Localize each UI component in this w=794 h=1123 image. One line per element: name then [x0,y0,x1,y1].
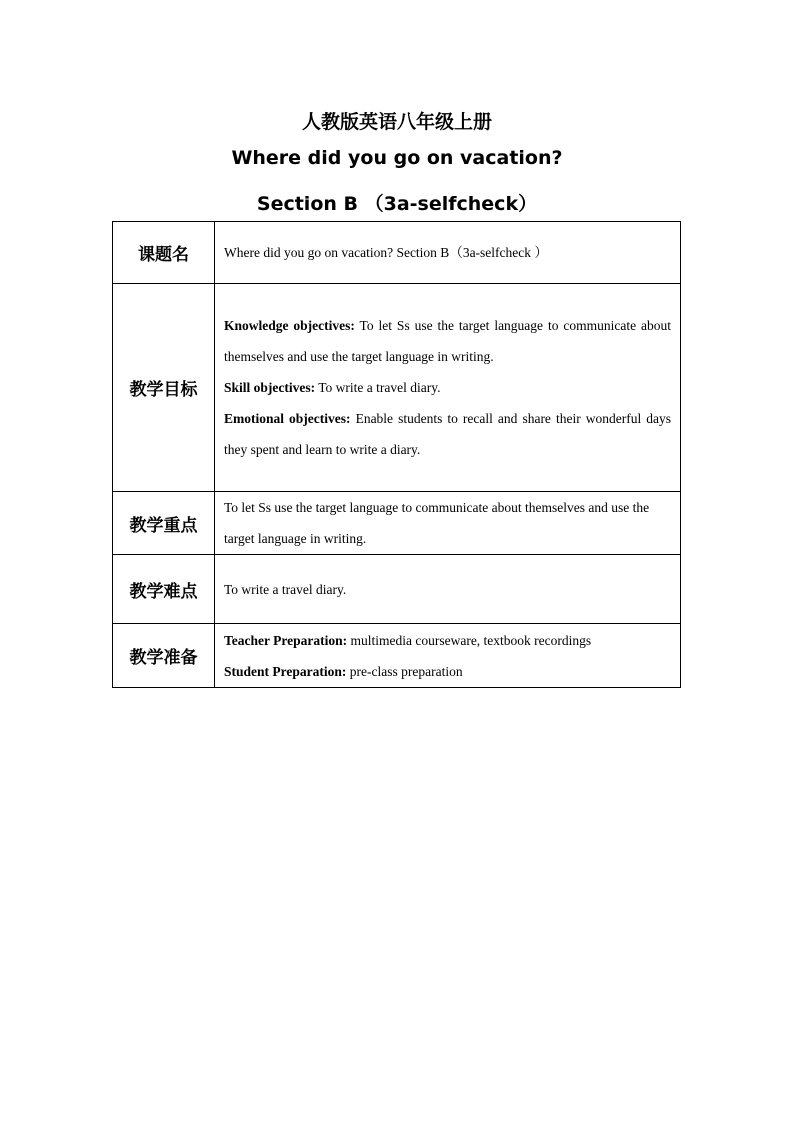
document-title-english: Where did you go on vacation? [231,147,563,169]
emotional-objectives-label: Emotional objectives: [224,411,351,426]
difficult-points-label: 教学难点 [113,555,215,624]
knowledge-objectives-label: Knowledge objectives: [224,318,355,333]
student-preparation-label: Student Preparation: [224,663,347,679]
student-preparation-text: pre-class preparation [346,663,463,679]
objectives-label: 教学目标 [113,284,215,492]
key-points-row [113,492,681,555]
lesson-plan-table [112,221,681,688]
emotional-objectives-text: Enable students to recall and share their wonderful days they spent and learn to write a diary. [224,411,672,457]
skill-objectives-text: To write a travel diary. [315,380,441,395]
emotional-objectives [224,403,671,465]
student-preparation [224,656,671,687]
preparation-content [215,624,681,688]
teacher-preparation-text: multimedia courseware, textbook recordings [347,632,592,648]
key-points-value: To let Ss use the target language to communicate about themselves and use the target language in writing. [215,492,681,555]
skill-objectives-label: Skill objectives: [224,380,316,395]
skill-objectives [224,372,671,403]
key-points-label: 教学重点 [113,492,215,555]
knowledge-objectives [224,310,671,372]
document-title-chinese: 人教版英语八年级上册 [301,111,492,133]
difficult-points-row [113,555,681,624]
lesson-title-label: 课题名 [113,222,215,284]
objectives-row [113,284,681,492]
difficult-points-value: To write a travel diary. [215,555,681,624]
teacher-preparation-label: Teacher Preparation: [224,632,348,648]
knowledge-objectives-text: To let Ss use the target language to communicate about themselves and use the target language in writing. [224,318,671,364]
teacher-preparation [224,625,671,656]
lesson-title-row [113,222,681,284]
lesson-title-value: Where did you go on vacation? Section B（3a-selfcheck ） [215,222,681,284]
preparation-row [113,624,681,688]
objectives-content [215,284,681,492]
preparation-label: 教学准备 [113,624,215,688]
document-section-title: Section B （3a-selfcheck） [256,193,538,215]
